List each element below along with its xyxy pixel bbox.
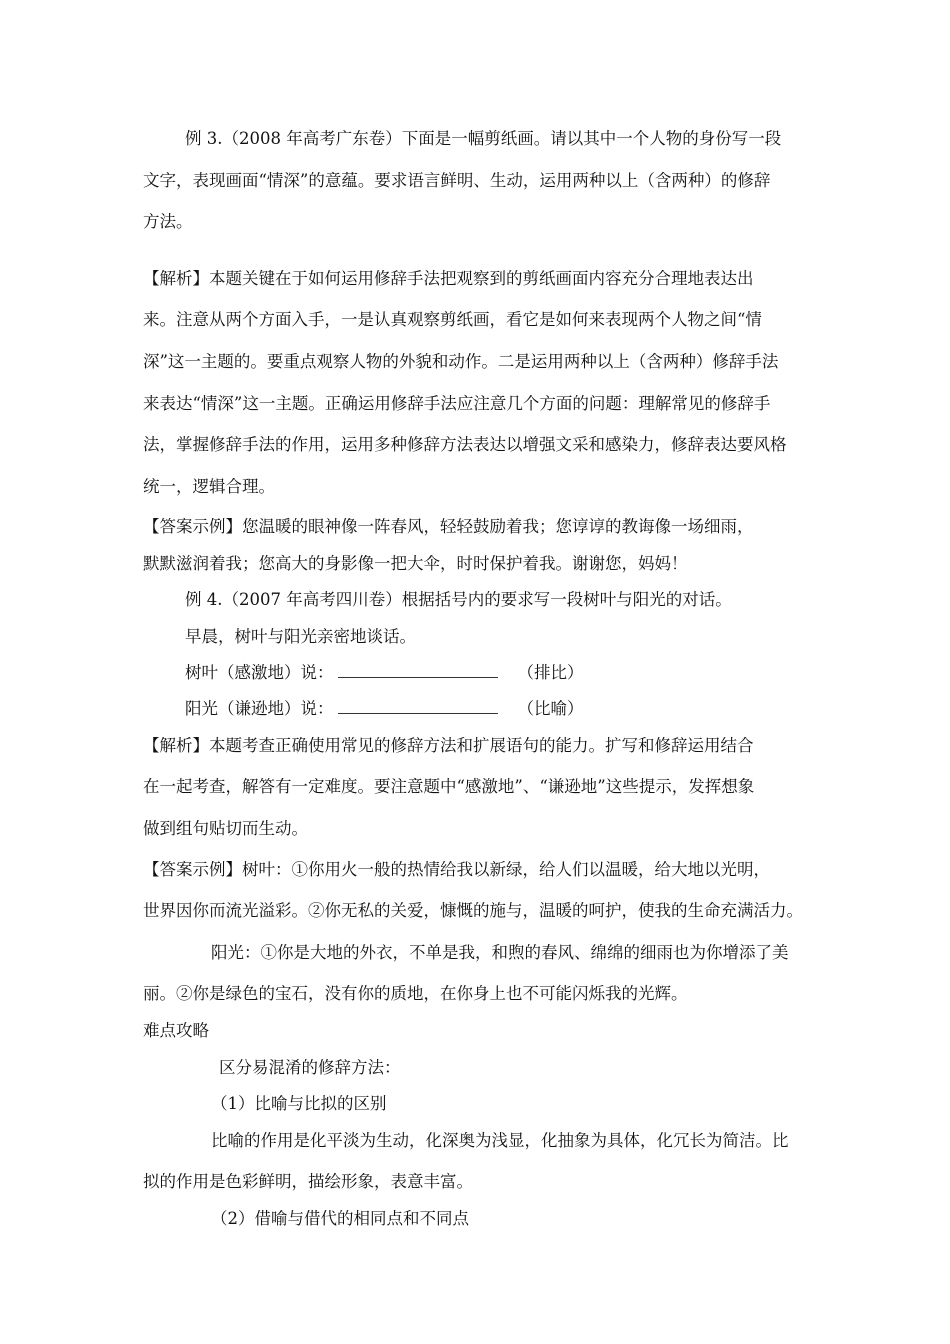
analysis-3-line-4: 来表达“情深”这一主题。正确运用修辞手法应注意几个方面的问题：理解常见的修辞手 (143, 394, 771, 413)
blank-line-leaf (185, 662, 584, 684)
blank-sunlight-suffix: （比喻） (517, 699, 584, 718)
section-heading: 难点攻略 (143, 1021, 209, 1040)
subheading-2: （2）借喻与借代的相同点和不同点 (211, 1209, 469, 1228)
blank-leaf-underline[interactable] (338, 662, 498, 678)
blank-leaf-prefix: 树叶（感激地）说： (185, 663, 334, 682)
answer-4-line-3: 阳光：①你是大地的外衣，不单是我，和煦的春风、绵绵的细雨也为你增添了美 (211, 943, 789, 962)
answer-4-line-2: 世界因你而流光溢彩。②你无私的关爱，慷慨的施与，温暖的呵护，使我的生命充满活力。 (143, 901, 803, 920)
example-4-line-1: 例 4.（2007 年高考四川卷）根据括号内的要求写一段树叶与阳光的对话。 (185, 590, 732, 609)
analysis-3-line-3: 深”这一主题的。要重点观察人物的外貌和动作。二是运用两种以上（含两种）修辞手法 (143, 352, 779, 371)
blank-sunlight-underline[interactable] (338, 698, 498, 714)
example-3-line-3: 方法。 (143, 212, 193, 231)
analysis-4-line-1: 【解析】本题考查正确使用常见的修辞方法和扩展语句的能力。扩写和修辞运用结合 (143, 736, 754, 755)
answer-3-line-2: 默默滋润着我；您高大的身影像一把大伞，时时保护着我。谢谢您，妈妈！ (143, 554, 688, 573)
answer-4-line-4: 丽。②你是绿色的宝石，没有你的质地，在你身上也不可能闪烁我的光辉。 (143, 984, 688, 1003)
subheading-1-body-line-1: 比喻的作用是化平淡为生动，化深奥为浅显，化抽象为具体，化冗长为简洁。比 (211, 1131, 789, 1150)
analysis-4-line-2: 在一起考查，解答有一定难度。要注意题中“感激地”、“谦逊地”这些提示，发挥想象 (143, 777, 755, 796)
answer-4-line-1: 【答案示例】树叶：①你用火一般的热情给我以新绿，给人们以温暖，给大地以光明， (143, 860, 770, 879)
analysis-3-line-6: 统一，逻辑合理。 (143, 477, 275, 496)
subheading-1-body-line-2: 拟的作用是色彩鲜明，描绘形象，表意丰富。 (143, 1172, 473, 1191)
analysis-3-line-2: 来。注意从两个方面入手，一是认真观察剪纸画，看它是如何来表现两个人物之间“情 (143, 310, 762, 329)
example-3-line-2: 文字，表现画面“情深”的意蕴。要求语言鲜明、生动，运用两种以上（含两种）的修辞 (143, 171, 771, 190)
analysis-3-line-5: 法，掌握修辞手法的作用，运用多种修辞方法表达以增强文采和感染力，修辞表达要风格 (143, 435, 787, 454)
section-intro: 区分易混淆的修辞方法： (219, 1058, 401, 1077)
subheading-1: （1）比喻与比拟的区别 (211, 1094, 387, 1113)
blank-sunlight-prefix: 阳光（谦逊地）说： (185, 699, 334, 718)
blank-line-sunlight (185, 698, 584, 720)
analysis-4-line-3: 做到组句贴切而生动。 (143, 819, 308, 838)
example-3-line-1: 例 3.（2008 年高考广东卷）下面是一幅剪纸画。请以其中一个人物的身份写一段 (185, 129, 782, 148)
analysis-3-line-1: 【解析】本题关键在于如何运用修辞手法把观察到的剪纸画面内容充分合理地表达出 (143, 269, 754, 288)
answer-3-line-1: 【答案示例】您温暖的眼神像一阵春风，轻轻鼓励着我；您谆谆的教诲像一场细雨， (143, 517, 754, 536)
example-4-line-2: 早晨，树叶与阳光亲密地谈话。 (185, 627, 416, 646)
blank-leaf-suffix: （排比） (517, 663, 584, 682)
